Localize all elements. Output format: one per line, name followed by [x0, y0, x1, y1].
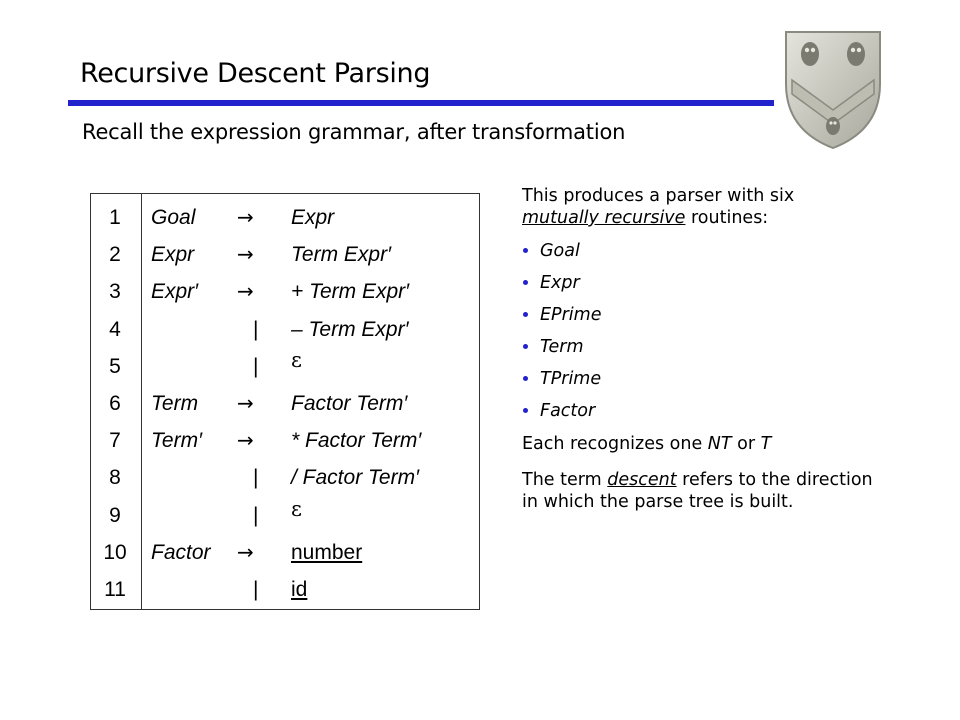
intro-text-a: This produces a parser with six: [522, 186, 795, 206]
descent-a: The term: [522, 470, 608, 490]
rule-number: 8: [109, 466, 121, 490]
explanation-panel: [522, 185, 902, 513]
table-row: [91, 199, 479, 236]
rule-lhs: Factor: [151, 540, 211, 564]
alternative-bar: |: [253, 503, 259, 527]
table-row: [91, 311, 479, 348]
produces-arrow: →: [237, 242, 254, 267]
recog-a: Each recognizes one: [522, 434, 708, 454]
rule-rhs: + Term Expr′: [291, 280, 410, 304]
routine-list: [522, 235, 902, 427]
table-row: [91, 236, 479, 273]
rule-number: 6: [109, 392, 121, 415]
rule-rhs: Factor Term′: [291, 392, 408, 415]
intro-text-c: routines:: [685, 208, 769, 228]
grammar-table: [90, 193, 480, 610]
list-item: Factor: [522, 395, 902, 427]
list-item: EPrime: [522, 299, 902, 331]
list-item: Term: [522, 331, 902, 363]
rule-number: 2: [109, 243, 121, 267]
rule-rhs: number: [291, 540, 363, 564]
table-row: [91, 385, 479, 422]
rule-number: 7: [109, 429, 121, 453]
rule-number: 3: [109, 280, 121, 304]
table-row: [91, 571, 479, 608]
slide-subtitle: Recall the expression grammar, after transformation: [82, 120, 626, 144]
title-rule: [68, 100, 774, 106]
intro-text-emphasis: mutually recursive: [522, 208, 686, 228]
rule-rhs: * Factor Term′: [291, 429, 422, 453]
produces-arrow: →: [237, 205, 254, 229]
table-row: [91, 422, 479, 459]
rule-number: 11: [104, 578, 126, 601]
rule-number: 4: [109, 317, 121, 341]
rule-number: 1: [109, 206, 121, 229]
rule-rhs: Expr: [291, 206, 335, 229]
rule-rhs: id: [291, 578, 308, 601]
alternative-bar: |: [253, 466, 259, 490]
recog-nt: NT: [707, 434, 732, 454]
produces-arrow: →: [237, 428, 254, 453]
rule-lhs: Goal: [151, 206, 196, 229]
recognizes-text: [522, 433, 902, 455]
table-row: [91, 534, 479, 571]
table-row: [91, 459, 479, 496]
table-row: [91, 497, 479, 534]
rule-lhs: Term′: [151, 429, 203, 453]
list-item: Expr: [522, 267, 902, 299]
table-row: [91, 273, 479, 310]
alternative-bar: |: [253, 354, 259, 378]
rule-number: 10: [103, 540, 127, 564]
shield-crest-icon: [778, 22, 888, 152]
recog-b: or: [731, 434, 761, 454]
list-item: Goal: [522, 235, 902, 267]
rule-rhs: Term Expr′: [291, 243, 392, 267]
alternative-bar: |: [253, 317, 259, 341]
list-item: TPrime: [522, 363, 902, 395]
rule-lhs: Expr′: [151, 280, 199, 304]
rule-rhs: ε: [291, 347, 302, 372]
produces-arrow: →: [237, 539, 254, 564]
rule-lhs: Expr: [151, 243, 195, 267]
descent-word: descent: [607, 470, 677, 490]
produces-arrow: →: [237, 391, 254, 415]
rule-number: 5: [109, 354, 121, 378]
rule-rhs: – Term Expr′: [291, 317, 409, 341]
produces-arrow: →: [237, 279, 254, 304]
descent-b: refers to the direction in which the parse tree is built.: [522, 470, 873, 512]
rule-rhs: ε: [291, 496, 302, 521]
descent-text: [522, 469, 894, 513]
rule-rhs: / Factor Term′: [291, 466, 420, 490]
rule-number: 9: [109, 503, 121, 527]
rule-lhs: Term: [151, 392, 199, 415]
table-row: [91, 348, 479, 385]
alternative-bar: |: [253, 578, 259, 601]
slide-title: Recursive Descent Parsing: [80, 58, 431, 89]
recog-t: T: [760, 434, 772, 454]
intro-text: [522, 185, 902, 229]
